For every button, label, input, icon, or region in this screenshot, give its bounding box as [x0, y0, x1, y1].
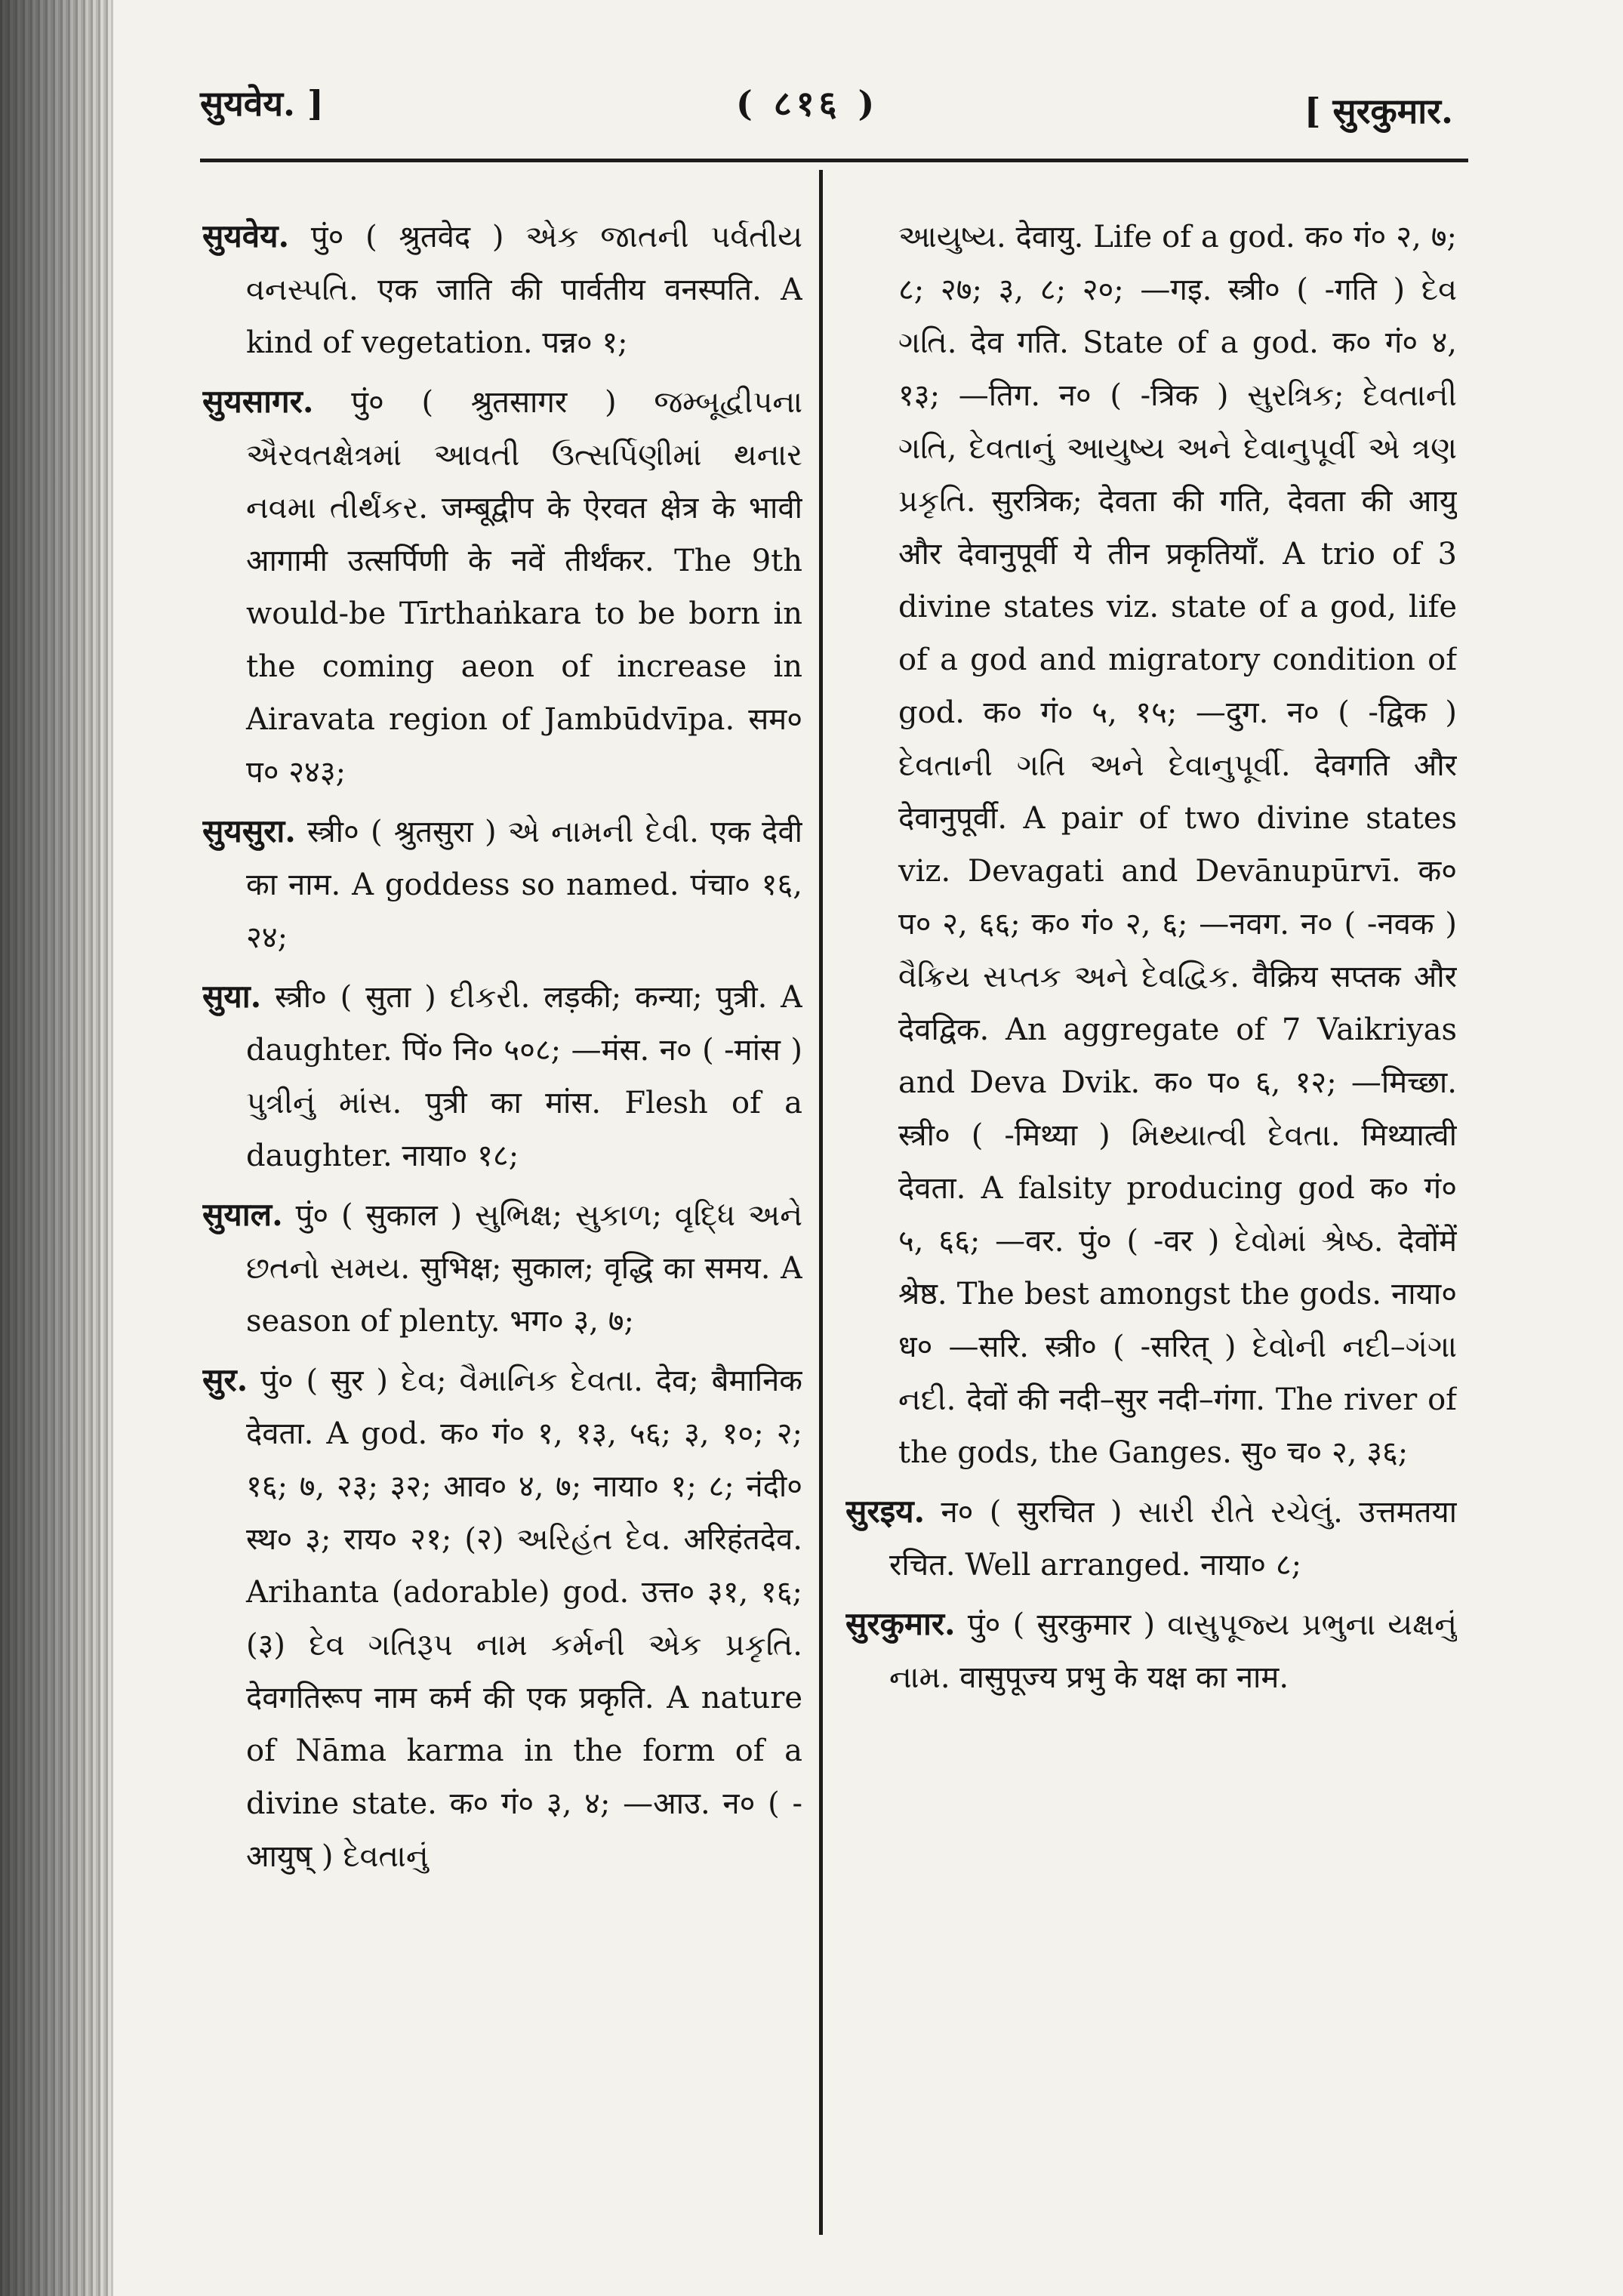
entry-headword: सुया.	[202, 978, 262, 1015]
dictionary-entry	[202, 1188, 802, 1348]
entry-body: पुं० ( श्रुतवेद ) એક જાતની પર્વતીય વનસ્પતિ. एक जाति की पार्वतीय वनस्पति. A kind of vegetation. पन्न० १;	[246, 220, 802, 360]
column-divider	[819, 170, 823, 2235]
entry-body: स्त्री० ( श्रुतसुरा ) એ નામની દેવી. एक देवी का नाम. A goddess so named. पंचा० १६, २४;	[246, 815, 802, 955]
scan-edge-shadow	[0, 0, 113, 2296]
entry-body: पुं० ( सुकाल ) સુભિક્ષ; સુકાળ; વૃદ્ધિ અને છતનો સમય. सुभिक्ष; सुकाल; वृद्धि का समय. A season of plenty. भग० ३, ७;	[246, 1198, 802, 1339]
right-column	[845, 210, 1457, 2264]
dictionary-entry	[845, 1485, 1457, 1592]
entry-headword: सुरइय.	[845, 1493, 925, 1530]
entry-headword: सुर.	[202, 1361, 248, 1398]
dictionary-entry	[845, 1598, 1457, 1704]
dictionary-entry	[202, 1354, 802, 1883]
entry-body: स्त्री० ( सुता ) દીકરી. लड़की; कन्या; पुत्री. A daughter. पिं० नि० ५०८; —मंस. न० ( -मांस ) પુત્રીનું માંસ. पुत्री का मांस. Flesh of a daughter. नाया० १८;	[246, 980, 802, 1173]
entry-headword: सुयवेय.	[202, 217, 290, 254]
dictionary-entry	[202, 210, 802, 369]
entry-body: न० ( सुरचित ) સારી રીતે રચેલું. उत्तमतया रचित. Well arranged. नाया० ८;	[889, 1495, 1457, 1583]
entry-body: આયુષ્ય. देवायु. Life of a god. क० गं० २, ७; ८; २७; ३, ८; २०; —गइ. स्त्री० ( -गति ) દેવ ગતિ. देव गति. State of a god. क० गं० ४, १३; —तिग. न० ( -त्रिक ) સુરત્રિક; દેવતાની ગતિ, દેવતાનું આયુષ્ય અને દેવાનુપૂર્વી એ ત્રણ પ્રકૃતિ. सुरत्रिक; देवता की गति, देवता की आयु और देवानुपूर्वी ये तीन प्रकृतियाँ. A trio of 3 divine states viz. state of a god, life of a god and migratory condition of god. क० गं० ५, १५; —दुग. न० ( -द्विक ) દેવતાની ગતિ અને દેવાનુપૂર્વી. देवगति और देवानुपूर्वी. A pair of two divine states viz. Devagati and Devānupūrvī. क० प० २, ६६; क० गं० २, ६; —नवग. न० ( -नवक ) વૈક્રિય સપ્તક અને દેવદ્વિક. वैक्रिय सप्तक और देवद्विक. An aggregate of 7 Vaikriyas and Deva Dvik. क० प० ६, १२; —मिच्छा. स्त्री० ( -मिथ्या ) મિથ્યાત્વી દેવતા. मिथ्यात्वी देवता. A falsity producing god क० गं० ५, ६६; —वर. पुं० ( -वर ) દેવોમાં શ્રેષ્ઠ. देवोंमें श्रेष्ठ. The best amongst the gods. नाया० ध० —सरि. स्त्री० ( -सरित् ) દેવોની નદી–ગંગા નદી. देवों की नदी–सुर नदी–गंगा. The river of the gods, the Ganges. सु० च० २, ३६;	[898, 220, 1457, 1470]
entry-headword: सुरकुमार.	[845, 1605, 956, 1642]
dictionary-entry	[202, 805, 802, 964]
entry-body: पुं० ( सुरकुमार ) વાસુપૂજ્ય પ્રભુના યક્ષનું નામ. वासुपूज्य प्रभु के यक्ष का नाम.	[889, 1607, 1457, 1695]
entry-body: पुं० ( सुर ) દેવ; વૈમાનિક દેવતા. देव; बैमानिक देवता. A god. क० गं० १, १३, ५६; ३, १०; २; १६; ७, २३; ३२; आव० ४, ७; नाया० १; ८; नंदी० स्थ० ३; राय० २१; (२) અરિહંત દેવ. अरिहंतदेव. Arihanta (adorable) god. उत्त० ३१, १६; (३) દેવ ગતિરૂપ નામ કર્મની એક પ્રકૃતિ. देवगतिरूप नाम कर्म की एक प्रकृति. A nature of Nāma karma in the form of a divine state. क० गं० ३, ४; —आउ. न० ( -आयुष् ) દેવતાનું	[246, 1364, 802, 1874]
entry-headword: सुयाल.	[202, 1196, 283, 1233]
entry-headword: सुयसागर.	[202, 383, 314, 420]
entry-body: पुं० ( श्रुतसागर ) જમ્બૂદ્વીપના ઐરવતક્ષેત્રમાં આવતી ઉત્સર્પિણીમાં થનાર નવમા તીર્થંકર. जम्बूद्वीप के ऐरवत क्षेत्र के भावी आगामी उत्सर्पिणी के नवें तीर्थंकर. The 9th would-be Tīrthaṅkara to be born in the coming aeon of increase in Airavata region of Jambūdvīpa. सम० प० २४३;	[246, 385, 802, 790]
entry-headword: सुयसुरा.	[202, 812, 296, 849]
page-header	[200, 72, 1453, 132]
dictionary-entry-continued	[845, 210, 1457, 1479]
header-right-guideword: [ सुरकुमार.	[1304, 91, 1453, 131]
left-column	[202, 210, 802, 2264]
header-rule	[200, 159, 1468, 162]
dictionary-entry	[202, 970, 802, 1182]
page-number: ( ८१६ )	[736, 83, 879, 124]
header-left-guideword: सुयवेय. ]	[200, 83, 324, 124]
dictionary-entry	[202, 375, 802, 799]
